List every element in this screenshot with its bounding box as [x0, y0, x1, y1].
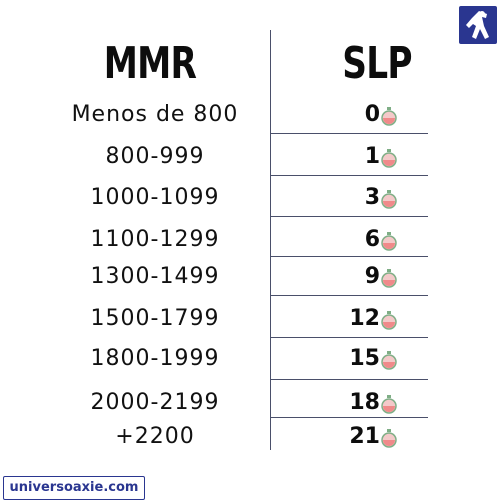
mmr-range: 2000-2199	[90, 390, 220, 415]
table-row	[0, 344, 500, 374]
mmr-column-header: MMR	[103, 38, 197, 89]
mmr-range: 800-999	[105, 144, 205, 169]
slp-amount: 9	[364, 264, 380, 289]
slp-amount: 15	[349, 346, 380, 371]
row-separator	[270, 175, 428, 176]
table-row	[0, 100, 500, 130]
slp-amount: 6	[364, 227, 380, 252]
table-row	[0, 225, 500, 255]
website-label: universoaxie.com	[9, 480, 139, 495]
mmr-range: 1300-1499	[90, 264, 220, 289]
slp-potion-icon	[380, 310, 398, 330]
mmr-range: 1100-1299	[90, 227, 220, 252]
slp-potion-icon	[380, 231, 398, 251]
slp-potion-icon	[380, 394, 398, 414]
slp-potion-icon	[380, 428, 398, 448]
row-separator	[270, 256, 428, 257]
row-separator	[270, 417, 428, 418]
website-link[interactable]	[3, 476, 145, 500]
slp-amount: 1	[364, 144, 380, 169]
mmr-range: 1800-1999	[90, 346, 220, 371]
slp-potion-icon	[380, 268, 398, 288]
slp-amount: 18	[349, 390, 380, 415]
row-separator	[270, 295, 428, 296]
slp-potion-icon	[380, 350, 398, 370]
mmr-range: Menos de 800	[71, 102, 239, 127]
slp-amount: 3	[364, 185, 380, 210]
slp-potion-icon	[380, 148, 398, 168]
slp-potion-icon	[380, 189, 398, 209]
row-separator	[270, 216, 428, 217]
slp-amount: 12	[349, 306, 380, 331]
mmr-range: +2200	[115, 424, 195, 449]
slp-amount: 21	[349, 424, 380, 449]
slp-potion-icon	[380, 106, 398, 126]
slp-amount: 0	[364, 102, 380, 127]
table-row	[0, 183, 500, 213]
table-row	[0, 422, 500, 452]
table-row	[0, 304, 500, 334]
row-separator	[270, 379, 428, 380]
row-separator	[270, 133, 428, 134]
table-row	[0, 388, 500, 418]
table-row	[0, 262, 500, 292]
table-row	[0, 142, 500, 172]
mmr-range: 1000-1099	[90, 185, 220, 210]
slp-column-header: SLP	[342, 38, 412, 89]
mmr-range: 1500-1799	[90, 306, 220, 331]
row-separator	[270, 337, 428, 338]
